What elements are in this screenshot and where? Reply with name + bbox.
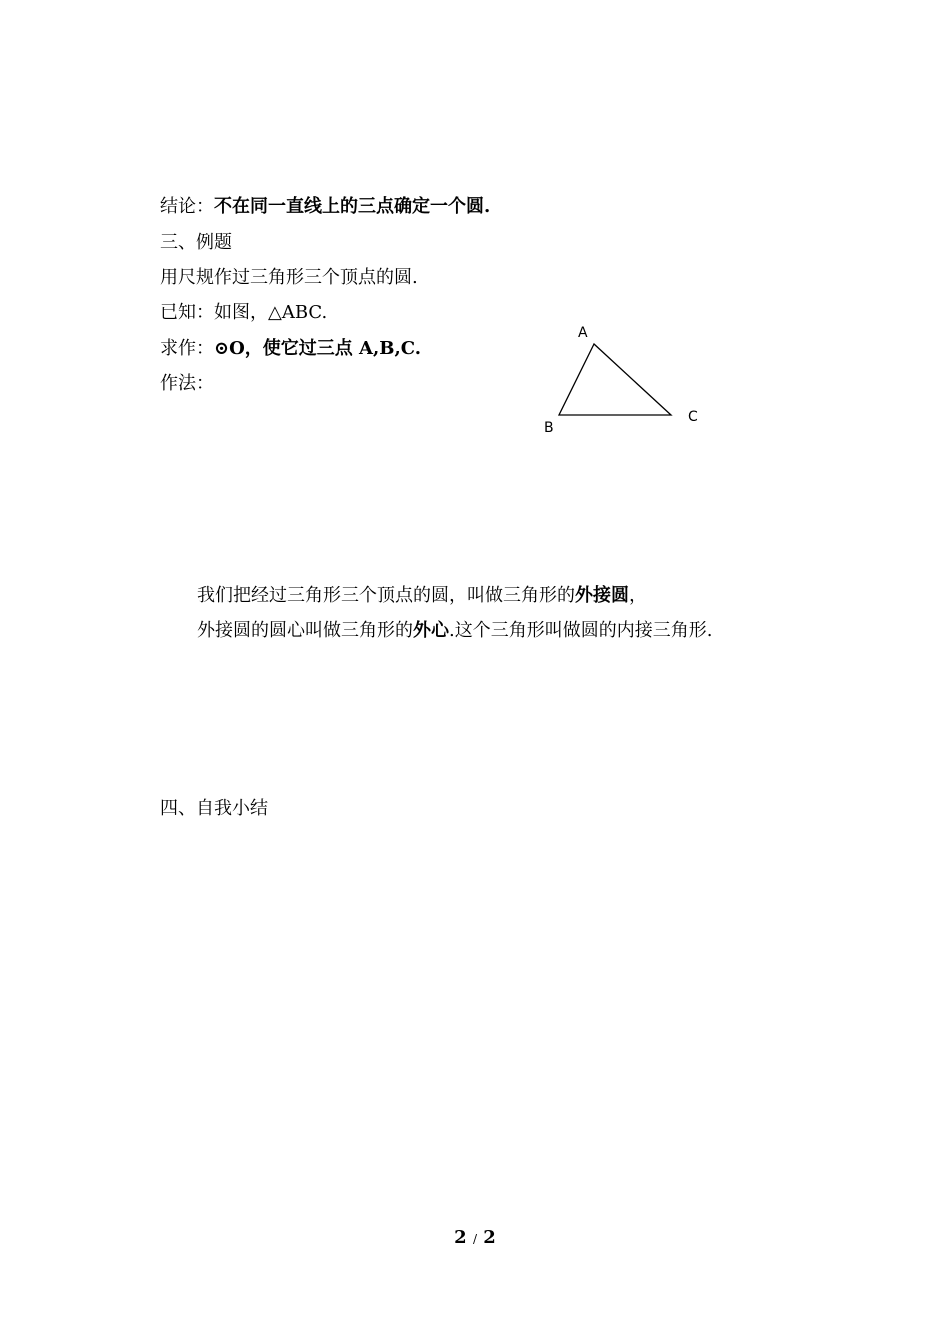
vertex-label-c: C: [688, 409, 698, 425]
section3-heading: 三、例题: [160, 232, 232, 253]
page-number: [0, 1227, 950, 1248]
conclusion-line: [160, 195, 490, 219]
triangle-figure: [530, 315, 720, 440]
example-require: [160, 337, 421, 361]
triangle-abc: [559, 344, 671, 415]
section4-heading: 四、自我小结: [160, 798, 268, 819]
example-method: 作法：: [160, 373, 214, 394]
example-given: 已知：如图，△ABC.: [160, 302, 328, 323]
conclusion-label: 结论：: [160, 196, 214, 217]
vertex-label-a: A: [578, 325, 588, 341]
page-current: 2: [454, 1227, 467, 1248]
page-total: 2: [483, 1227, 496, 1248]
example-task: 用尺规作过三角形三个顶点的圆.: [160, 267, 418, 288]
term-circumcircle: 外接圆: [575, 585, 629, 606]
definition-line-2: [197, 619, 712, 643]
vertex-label-b: B: [544, 420, 554, 436]
definition-line1-text: 我们把经过三角形三个顶点的圆，叫做三角形的: [197, 585, 575, 606]
definition-line1-end: ，: [629, 585, 647, 606]
require-label: 求作：: [160, 338, 214, 359]
page-separator: /: [472, 1232, 478, 1246]
definition-line2-text: 外接圆的圆心叫做三角形的: [197, 620, 413, 641]
definition-line2-end: .这个三角形叫做圆的内接三角形.: [449, 620, 713, 641]
term-circumcenter: 外心: [413, 620, 449, 641]
require-text: ⊙O，使它过三点 A,B,C.: [214, 338, 422, 359]
definition-line-1: [197, 584, 647, 608]
conclusion-text: 不在同一直线上的三点确定一个圆.: [214, 196, 491, 217]
